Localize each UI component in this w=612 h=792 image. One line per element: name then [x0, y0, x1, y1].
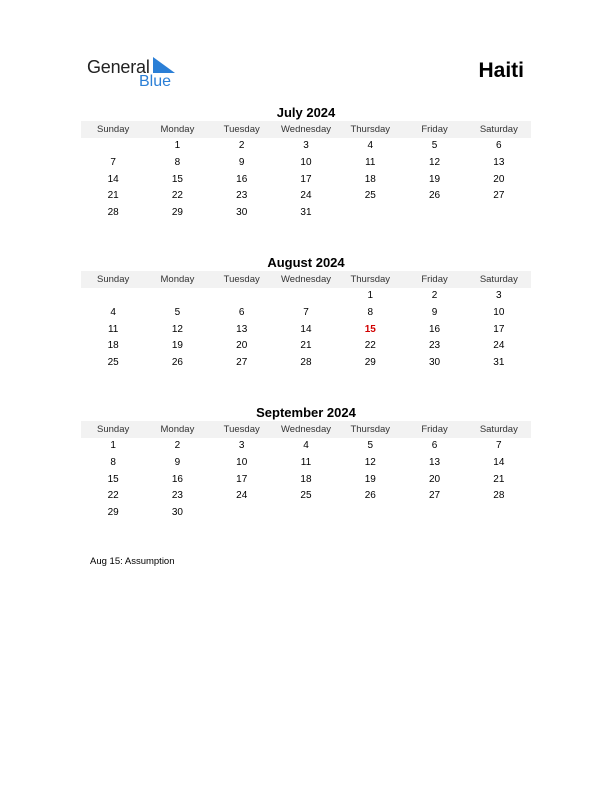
day-cell: 13 — [236, 323, 248, 335]
day-cell: 31 — [300, 207, 312, 219]
day-cell — [467, 505, 531, 522]
day-cell: 8 — [110, 456, 116, 468]
day-cell: 10 — [236, 456, 248, 468]
day-cell: 19 — [364, 473, 376, 485]
weekday-label: Tuesday — [223, 274, 260, 285]
weekday-header — [81, 421, 531, 438]
week-row — [81, 138, 531, 155]
day-cell — [274, 288, 338, 305]
day-cell: 18 — [364, 173, 376, 185]
day-cell — [81, 288, 145, 305]
day-cell: 26 — [428, 190, 441, 202]
week-row — [81, 305, 531, 322]
day-cell: 9 — [174, 456, 181, 468]
day-cell: 30 — [236, 207, 248, 219]
day-cell: 22 — [364, 340, 376, 352]
day-cell: 22 — [171, 190, 183, 202]
day-cell: 29 — [171, 207, 183, 219]
weekday-header — [81, 121, 531, 138]
logo-blue-text: Blue — [139, 73, 172, 90]
day-cell: 16 — [236, 173, 248, 185]
holiday-note: Aug 15: Assumption — [90, 556, 175, 567]
country-title: Haiti — [478, 59, 524, 82]
day-cell: 10 — [300, 156, 312, 168]
week-row — [81, 455, 531, 472]
week-row — [81, 172, 531, 189]
week-row — [81, 505, 531, 522]
weekday-label: Thursday — [350, 124, 391, 135]
day-cell: 11 — [365, 156, 376, 168]
weekday-label: Saturday — [479, 274, 518, 285]
day-cell: 14 — [493, 456, 505, 468]
week-row — [81, 288, 531, 305]
day-cell: 7 — [110, 156, 116, 168]
weekday-label: Saturday — [479, 124, 518, 135]
weekday-label: Wednesday — [280, 274, 331, 285]
weekday-label: Tuesday — [223, 124, 260, 135]
day-cell: 4 — [367, 140, 374, 151]
weekday-label: Wednesday — [280, 424, 331, 435]
day-cell: 15 — [364, 323, 376, 335]
day-cell: 19 — [428, 173, 441, 185]
day-cell — [467, 205, 531, 222]
weekday-label: Sunday — [97, 424, 130, 435]
month-calendar — [81, 255, 531, 372]
month-calendar — [81, 405, 531, 522]
day-cell: 18 — [300, 473, 312, 485]
day-cell: 4 — [110, 306, 116, 318]
month-title: August 2024 — [267, 255, 345, 270]
day-cell: 15 — [171, 173, 183, 185]
week-row — [81, 338, 531, 355]
day-cell: 26 — [364, 490, 376, 502]
weekday-label: Tuesday — [223, 424, 260, 435]
day-cell: 29 — [364, 357, 376, 369]
weekday-label: Friday — [421, 274, 448, 285]
weekday-label: Sunday — [97, 274, 130, 285]
logo — [87, 55, 187, 91]
day-cell: 5 — [367, 440, 374, 451]
day-cell: 17 — [300, 173, 312, 185]
day-cell: 21 — [107, 190, 119, 202]
day-cell: 30 — [428, 357, 441, 369]
week-row — [81, 155, 531, 172]
day-cell: 24 — [493, 340, 505, 352]
day-cell: 6 — [431, 440, 438, 451]
day-cell: 29 — [107, 507, 119, 519]
day-cell — [145, 288, 209, 305]
week-row — [81, 355, 531, 372]
weekday-label: Friday — [421, 124, 448, 135]
day-cell: 15 — [107, 473, 119, 485]
weekday-label: Thursday — [350, 274, 391, 285]
day-cell: 17 — [493, 323, 505, 335]
weekday-label: Monday — [160, 124, 195, 135]
day-cell: 5 — [174, 306, 181, 318]
day-cell: 13 — [428, 456, 441, 468]
day-cell: 8 — [174, 156, 181, 168]
day-cell: 3 — [238, 440, 245, 451]
day-cell: 21 — [300, 340, 312, 352]
day-cell: 23 — [171, 490, 183, 502]
day-cell: 25 — [364, 190, 376, 202]
weekday-label: Monday — [160, 424, 195, 435]
month-title: September 2024 — [256, 405, 356, 420]
day-cell — [402, 205, 466, 222]
day-cell — [274, 505, 338, 522]
week-row — [81, 472, 531, 489]
day-cell — [210, 505, 274, 522]
week-row — [81, 188, 531, 205]
month-title: July 2024 — [276, 105, 336, 120]
day-cell: 11 — [107, 323, 119, 335]
day-cell: 13 — [493, 156, 505, 168]
logo-general-text: General — [87, 57, 150, 77]
week-row — [81, 205, 531, 222]
day-cell: 25 — [107, 357, 119, 369]
week-row — [81, 488, 531, 505]
day-cell: 6 — [238, 306, 245, 318]
day-cell: 24 — [236, 490, 248, 502]
day-cell: 12 — [171, 323, 183, 335]
day-cell: 25 — [300, 490, 312, 502]
day-cell: 28 — [300, 357, 312, 369]
day-cell: 27 — [236, 357, 248, 369]
weekday-label: Thursday — [350, 424, 391, 435]
day-cell: 28 — [107, 207, 119, 219]
day-cell: 10 — [493, 306, 505, 318]
day-cell: 31 — [493, 357, 505, 369]
day-cell: 23 — [236, 190, 248, 202]
day-cell: 18 — [107, 340, 119, 352]
week-row — [81, 438, 531, 455]
logo-triangle-icon — [153, 57, 175, 73]
day-cell: 26 — [171, 357, 183, 369]
day-cell: 2 — [431, 290, 438, 301]
day-cell: 7 — [496, 440, 502, 451]
day-cell — [81, 138, 145, 155]
day-cell: 3 — [303, 140, 309, 151]
weekday-label: Saturday — [479, 424, 518, 435]
day-cell: 14 — [107, 173, 119, 185]
day-cell: 21 — [493, 473, 505, 485]
day-cell: 1 — [110, 440, 116, 451]
day-cell — [338, 505, 402, 522]
day-cell: 20 — [236, 340, 248, 352]
day-cell: 22 — [107, 490, 119, 502]
day-cell: 12 — [428, 156, 441, 168]
day-cell — [402, 505, 466, 522]
day-cell: 23 — [428, 340, 441, 352]
weekday-label: Friday — [421, 424, 448, 435]
day-cell: 7 — [303, 306, 309, 318]
day-cell: 24 — [300, 190, 312, 202]
day-cell — [338, 205, 402, 222]
day-cell: 27 — [428, 490, 441, 502]
day-cell: 5 — [431, 140, 438, 151]
weekday-label: Monday — [160, 274, 195, 285]
holiday-notes — [90, 556, 175, 567]
day-cell: 1 — [367, 290, 374, 301]
day-cell: 16 — [428, 323, 441, 335]
weekday-header — [81, 271, 531, 288]
day-cell: 6 — [496, 140, 502, 151]
weekday-label: Wednesday — [280, 124, 331, 135]
day-cell — [210, 288, 274, 305]
day-cell: 9 — [431, 306, 438, 318]
day-cell: 2 — [238, 140, 245, 151]
day-cell: 9 — [238, 156, 245, 168]
day-cell: 12 — [364, 456, 376, 468]
day-cell: 16 — [171, 473, 183, 485]
weekday-label: Sunday — [97, 124, 130, 135]
day-cell: 20 — [493, 173, 505, 185]
day-cell: 14 — [300, 323, 312, 335]
day-cell: 2 — [174, 440, 181, 451]
day-cell: 11 — [300, 456, 312, 468]
day-cell: 8 — [367, 306, 374, 318]
day-cell: 17 — [236, 473, 248, 485]
day-cell: 19 — [171, 340, 183, 352]
day-cell: 27 — [493, 190, 505, 202]
week-row — [81, 322, 531, 339]
day-cell: 4 — [303, 440, 309, 451]
day-cell: 20 — [428, 473, 441, 485]
day-cell: 3 — [496, 290, 502, 301]
month-calendar — [81, 105, 531, 222]
day-cell: 30 — [171, 507, 183, 519]
day-cell: 28 — [493, 490, 505, 502]
day-cell: 1 — [174, 140, 181, 151]
